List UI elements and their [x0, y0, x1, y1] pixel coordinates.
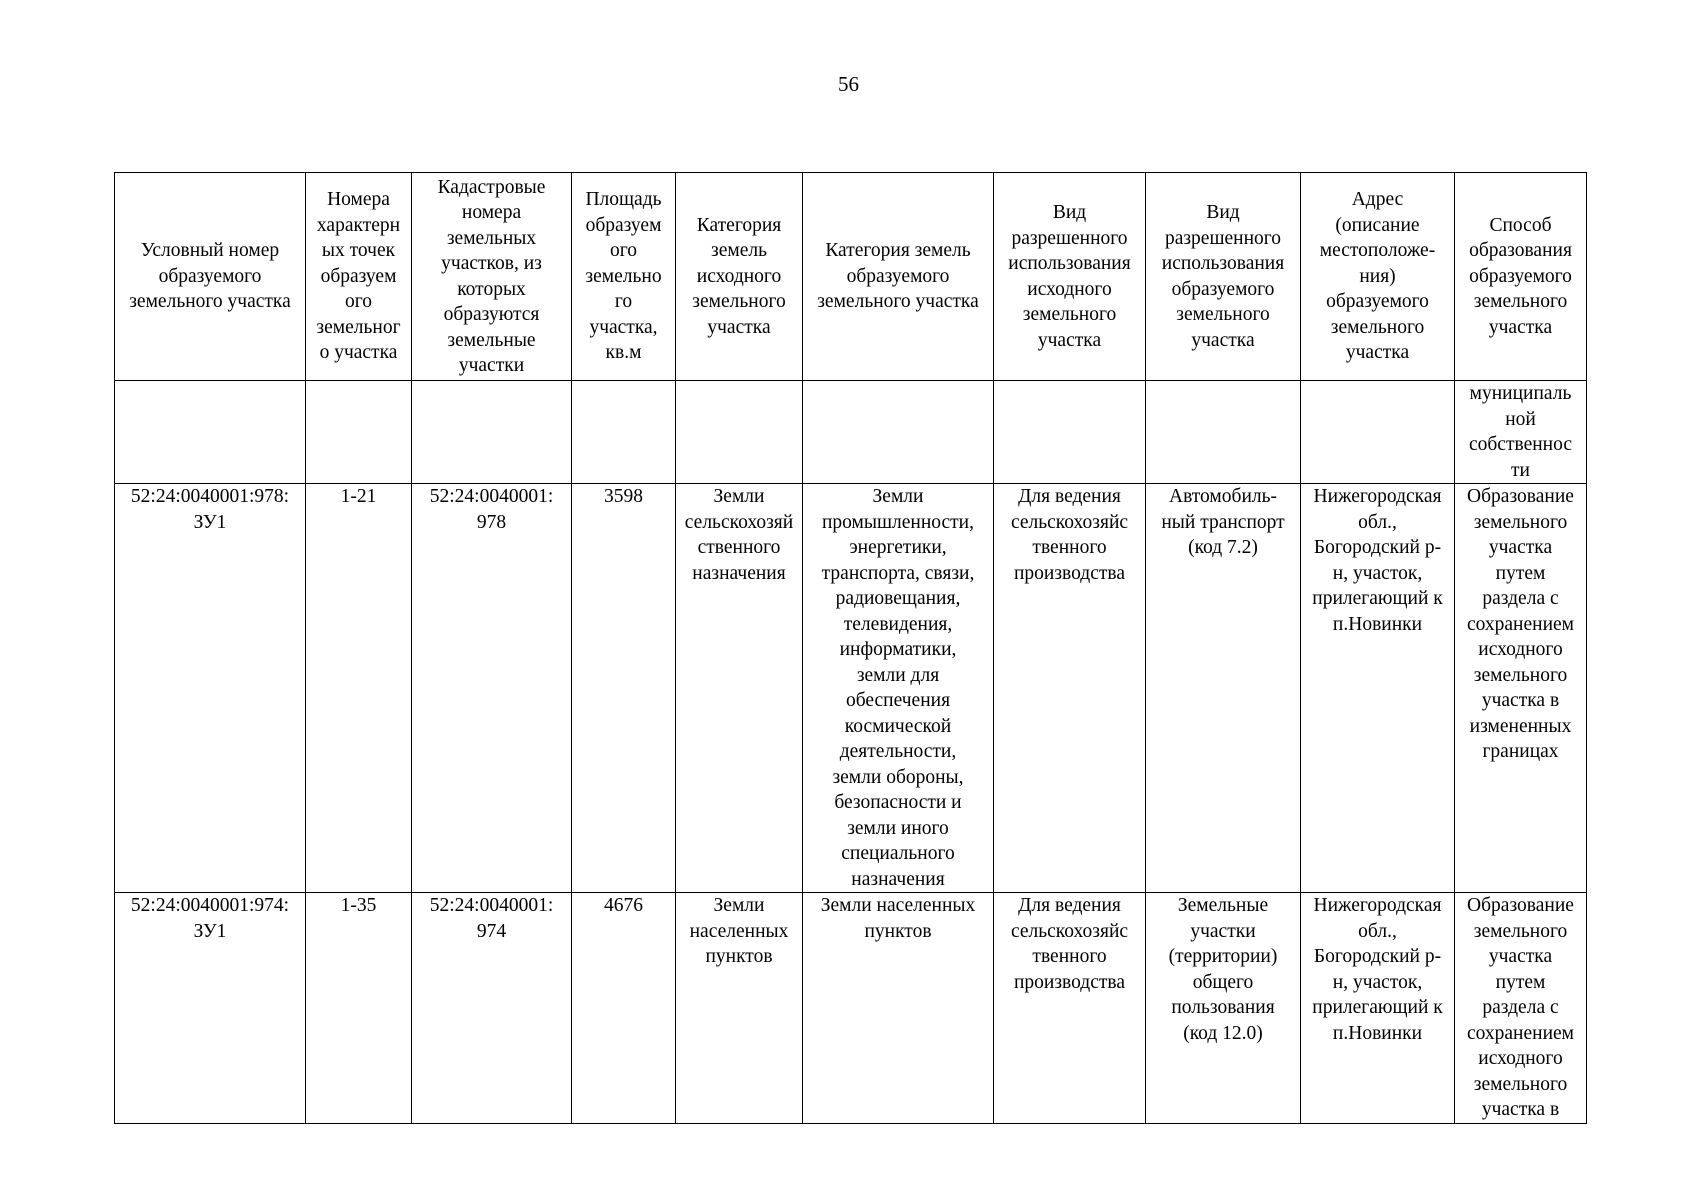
- land-plot-table: [114, 172, 1587, 1124]
- cell-source-permitted-use: Для ведения сельскохозяйс твенного производства: [994, 484, 1146, 893]
- cell-new-land-category: Земли промышленности, энергетики, транспорта, связи, радиовещания, телевидения, информатики, земли для обеспечения космической деятельности, земли обороны, безопасности и земли иного специального назначения: [803, 484, 994, 893]
- cell-new-permitted-use: Автомобиль- ный транспорт (код 7.2): [1146, 484, 1301, 893]
- cell-area: 4676: [572, 893, 676, 1124]
- cell-source-cadastral-number: 52:24:0040001: 974: [412, 893, 572, 1124]
- table-cell: [572, 381, 676, 484]
- header-new-land-category: Категория земель образуемого земельного участка: [803, 173, 994, 381]
- cell-point-numbers: 1-35: [306, 893, 412, 1124]
- cell-address: Нижегородская обл., Богородский р- н, участок, прилегающий к п.Новинки: [1301, 484, 1455, 893]
- table-cell: [1146, 381, 1301, 484]
- cell-formation-method: Образование земельного участка путем раздела с сохранением исходного земельного участка в измененных границах: [1455, 484, 1587, 893]
- table-row: [115, 893, 1587, 1124]
- table-cell: [803, 381, 994, 484]
- cell-new-land-category: Земли населенных пунктов: [803, 893, 994, 1124]
- cell-plot-number: 52:24:0040001:978: ЗУ1: [115, 484, 306, 893]
- table-cell: [115, 381, 306, 484]
- header-row: [115, 173, 1587, 381]
- table-cell: [1301, 381, 1455, 484]
- header-source-permitted-use: Вид разрешенного использования исходного земельного участка: [994, 173, 1146, 381]
- header-new-permitted-use: Вид разрешенного использования образуемого земельного участка: [1146, 173, 1301, 381]
- cell-source-land-category: Земли сельскохозяй ственного назначения: [676, 484, 803, 893]
- cell-new-permitted-use: Земельные участки (территории) общего пользования (код 12.0): [1146, 893, 1301, 1124]
- cell-plot-number: 52:24:0040001:974: ЗУ1: [115, 893, 306, 1124]
- header-source-cadastral-numbers: Кадастровые номера земельных участков, из которых образуются земельные участки: [412, 173, 572, 381]
- table-cell: [994, 381, 1146, 484]
- cell-source-cadastral-number: 52:24:0040001: 978: [412, 484, 572, 893]
- cell-source-land-category: Земли населенных пунктов: [676, 893, 803, 1124]
- header-plot-number: Условный номер образуемого земельного участка: [115, 173, 306, 381]
- table-cell: [676, 381, 803, 484]
- cell-formation-method: Образование земельного участка путем раздела с сохранением исходного земельного участка в: [1455, 893, 1587, 1124]
- table-cell: [306, 381, 412, 484]
- header-area: Площадь образуем ого земельно го участка, кв.м: [572, 173, 676, 381]
- page-number: 56: [838, 72, 859, 96]
- header-address: Адрес (описание местоположе- ния) образуемого земельного участка: [1301, 173, 1455, 381]
- cell-area: 3598: [572, 484, 676, 893]
- table-cell-formation-method: муниципаль ной собственнос ти: [1455, 381, 1587, 484]
- cell-source-permitted-use: Для ведения сельскохозяйс твенного производства: [994, 893, 1146, 1124]
- cell-point-numbers: 1-21: [306, 484, 412, 893]
- table-row: [115, 484, 1587, 893]
- table-cell: [412, 381, 572, 484]
- header-point-numbers: Номера характерн ых точек образуем ого земельног о участка: [306, 173, 412, 381]
- cell-address: Нижегородская обл., Богородский р- н, участок, прилегающий к п.Новинки: [1301, 893, 1455, 1124]
- header-formation-method: Способ образования образуемого земельного участка: [1455, 173, 1587, 381]
- continuation-row: [115, 381, 1587, 484]
- header-source-land-category: Категория земель исходного земельного участка: [676, 173, 803, 381]
